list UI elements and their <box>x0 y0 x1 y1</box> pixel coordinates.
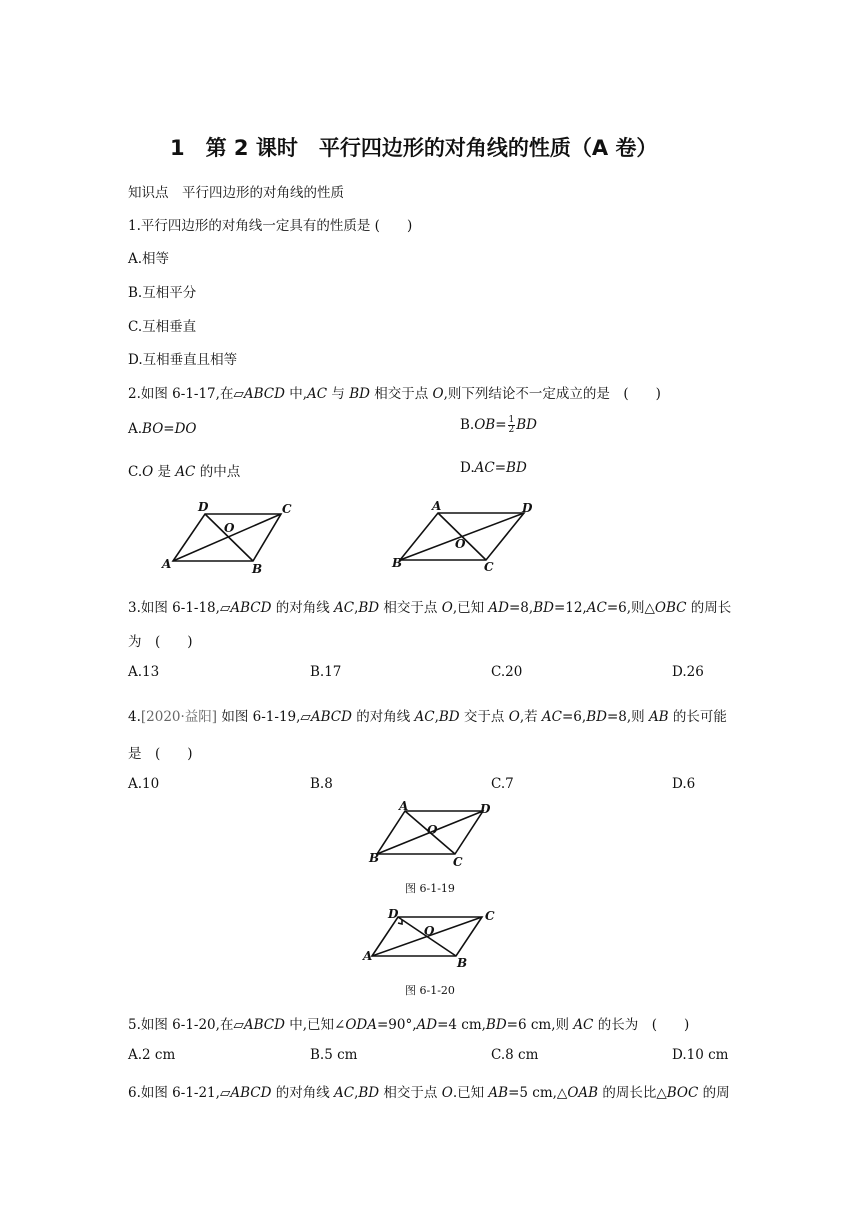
q4-stem-line2: 是 ( ) <box>128 746 193 762</box>
q1-option-c[interactable]: C.互相垂直 <box>128 319 197 335</box>
figure-6-1-19 <box>365 797 495 869</box>
q1-option-b[interactable]: B.互相平分 <box>128 285 197 301</box>
q2-option-a[interactable]: A.BO=DO <box>128 421 197 437</box>
page-title: 1 第 2 课时 平行四边形的对角线的性质（A 卷） <box>170 136 658 160</box>
q1-stem: 1.平行四边形的对角线一定具有的性质是 ( ) <box>128 218 413 234</box>
q1-option-d[interactable]: D.互相垂直且相等 <box>128 352 238 368</box>
vertex-label: D <box>522 501 533 515</box>
q4-option-a[interactable]: A.10 <box>128 776 160 792</box>
q4-option-c[interactable]: C.7 <box>491 776 514 792</box>
q5-option-b[interactable]: B.5 cm <box>310 1047 358 1063</box>
vertex-label: O <box>455 537 466 551</box>
q5-option-a[interactable]: A.2 cm <box>128 1047 176 1063</box>
fraction: $\frac{1}{2}$ <box>508 415 515 435</box>
vertex-label: O <box>424 924 435 938</box>
vertex-label: B <box>392 556 403 570</box>
q2-option-c[interactable]: C.O 是 AC 的中点 <box>128 464 241 480</box>
q3-stem: 3.如图 6-1-18,▱ABCD 的对角线 AC,BD 相交于点 O,已知 AD=8,BD=12,AC=6,则△OBC 的周长 <box>128 600 732 616</box>
vertex-label: A <box>399 799 409 813</box>
source-tag: [2020·益阳] <box>140 709 218 725</box>
vertex-label: C <box>282 502 292 516</box>
q1-option-a[interactable]: A.相等 <box>128 251 170 267</box>
vertex-label: A <box>162 557 172 571</box>
vertex-label: B <box>457 956 468 970</box>
section-heading: 知识点 平行四边形的对角线的性质 <box>128 185 344 201</box>
q4-option-b[interactable]: B.8 <box>310 776 333 792</box>
vertex-label: A <box>363 949 373 963</box>
q3-option-a[interactable]: A.13 <box>128 664 160 680</box>
q2-option-d[interactable]: D.AC=BD <box>460 460 527 476</box>
vertex-label: C <box>453 855 463 869</box>
vertex-label: O <box>224 521 235 535</box>
q3-stem-line2: 为 ( ) <box>128 634 193 650</box>
q2-stem: 2.如图 6-1-17,在▱ABCD 中,AC 与 BD 相交于点 O,则下列结论不一定成立的是 ( ) <box>128 386 661 402</box>
q6-stem: 6.如图 6-1-21,▱ABCD 的对角线 AC,BD 相交于点 O.已知 AB=5 cm,△OAB 的周长比△BOC 的周 <box>128 1085 730 1101</box>
figure-caption: 图 6-1-20 <box>405 984 455 997</box>
q5-option-c[interactable]: C.8 cm <box>491 1047 539 1063</box>
q3-option-d[interactable]: D.26 <box>672 664 704 680</box>
vertex-label: A <box>432 499 442 513</box>
vertex-label: D <box>480 802 491 816</box>
q3-option-b[interactable]: B.17 <box>310 664 342 680</box>
vertex-label: D <box>388 907 399 921</box>
q3-option-c[interactable]: C.20 <box>491 664 523 680</box>
vertex-label: B <box>369 851 380 865</box>
vertex-label: O <box>427 823 438 837</box>
vertex-label: B <box>252 562 263 575</box>
q5-stem: 5.如图 6-1-20,在▱ABCD 中,已知∠ODA=90°,AD=4 cm,BD=6 cm,则 AC 的长为 ( ) <box>128 1017 690 1033</box>
figure-6-1-20 <box>360 905 500 970</box>
vertex-label: C <box>485 909 495 923</box>
figure-6-1-18 <box>388 497 548 577</box>
q2-option-b[interactable]: B.OB= $\frac{1}{2}$ BD <box>460 415 538 435</box>
vertex-label: C <box>484 560 494 574</box>
figure-6-1-17 <box>155 495 305 575</box>
figure-caption: 图 6-1-19 <box>405 882 455 895</box>
q4-stem: 4.[2020·益阳] 如图 6-1-19,▱ABCD 的对角线 AC,BD 交于点 O,若 AC=6,BD=8,则 AB 的长可能 <box>128 709 727 725</box>
q4-option-d[interactable]: D.6 <box>672 776 696 792</box>
vertex-label: D <box>198 500 209 514</box>
q5-option-d[interactable]: D.10 cm <box>672 1047 729 1063</box>
